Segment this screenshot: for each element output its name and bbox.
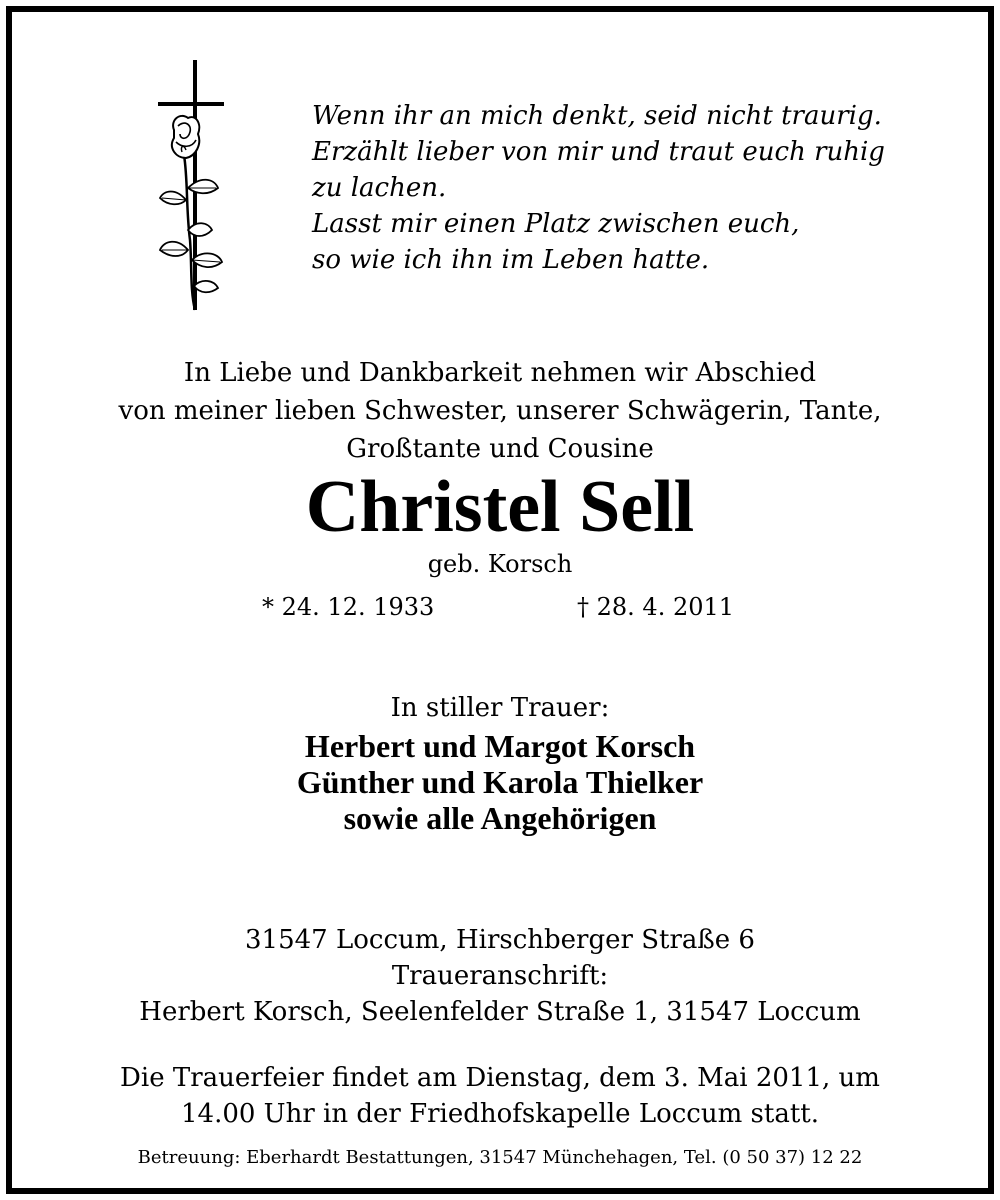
intro-line: von meiner lieben Schwester, unserer Schwägerin, Tante, <box>118 396 882 426</box>
cross-with-rose-icon <box>152 60 244 320</box>
address-block <box>12 922 988 1030</box>
poem-line: Erzählt lieber von mir und traut euch ruhig <box>312 137 885 167</box>
mourners-list <box>12 728 988 836</box>
poem-line: zu lachen. <box>312 173 447 203</box>
life-dates <box>12 589 988 625</box>
intro-line: In Liebe und Dankbarkeit nehmen wir Abschied <box>183 358 817 388</box>
mourner-line: Herbert und Margot Korsch <box>304 728 696 764</box>
funeral-home-footer: Betreuung: Eberhardt Bestattungen, 31547 Münchehagen, Tel. (0 50 37) 12 22 <box>137 1147 863 1168</box>
intro-text <box>12 354 988 468</box>
death-date: † 28. 4. 2011 <box>577 593 735 621</box>
deceased-name: Christel Sell <box>305 466 695 548</box>
service-line: Die Trauerfeier findet am Dienstag, dem 3. Mai 2011, um <box>120 1063 880 1093</box>
poem-line: Wenn ihr an mich denkt, seid nicht traurig. <box>312 101 882 131</box>
address-line: 31547 Loccum, Hirschberger Straße 6 <box>245 925 755 955</box>
mourner-line: sowie alle Angehörigen <box>343 800 657 836</box>
poem <box>312 98 992 278</box>
intro-line: Großtante und Cousine <box>346 434 654 464</box>
address-line: Herbert Korsch, Seelenfelder Straße 1, 31547 Loccum <box>139 997 861 1027</box>
obituary-notice <box>6 6 994 1194</box>
birth-date: * 24. 12. 1933 <box>262 593 435 621</box>
mourner-line: Günther und Karola Thielker <box>296 764 704 800</box>
poem-line: so wie ich ihn im Leben hatte. <box>312 245 710 275</box>
service-info <box>12 1060 988 1132</box>
mourning-label: In stiller Trauer: <box>390 693 610 723</box>
birth-name: geb. Korsch <box>427 550 573 578</box>
poem-line: Lasst mir einen Platz zwischen euch, <box>312 209 800 239</box>
address-line: Traueranschrift: <box>391 961 609 991</box>
service-line: 14.00 Uhr in der Friedhofskapelle Loccum statt. <box>180 1099 819 1129</box>
